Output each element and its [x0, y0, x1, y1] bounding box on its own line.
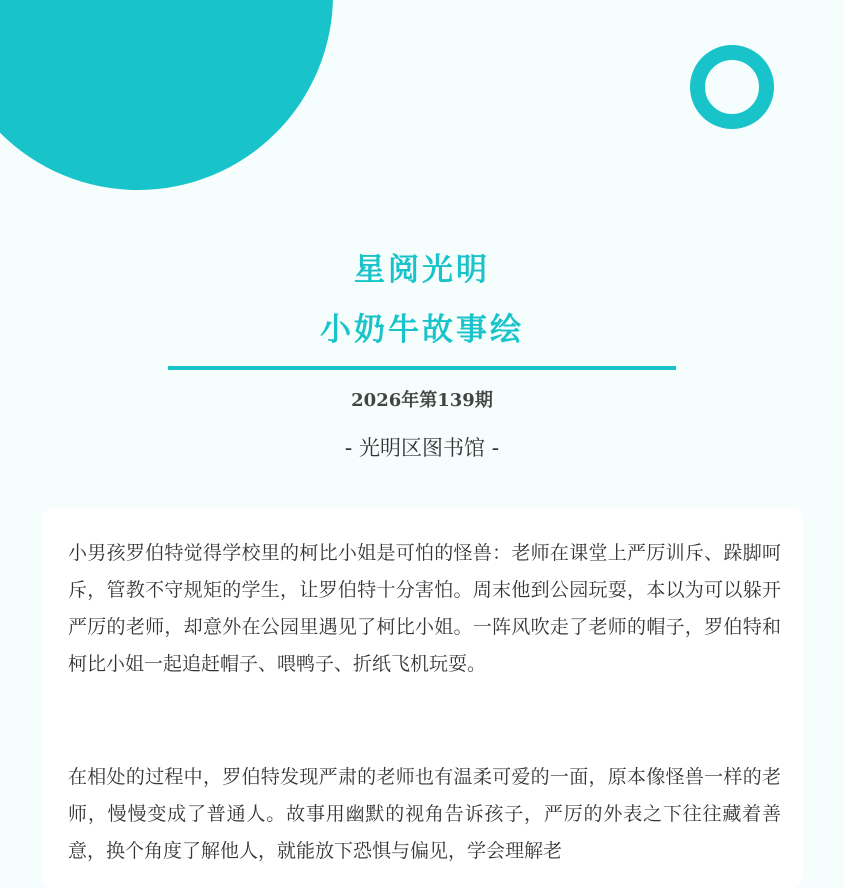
- content-paragraph: 小男孩罗伯特觉得学校里的柯比小姐是可怕的怪兽：老师在课堂上严厉训斥、跺脚呵斥，管教不守规矩的学生，让罗伯特十分害怕。周末他到公园玩耍，本以为可以躲开严厉的老师，却意外在公园里遇见了柯比小姐。一阵风吹走了老师的帽子，罗伯特和柯比小姐一起追赶帽子、喂鸭子、折纸飞机玩耍。: [68, 542, 781, 675]
- title-line-1: 星阅光明: [354, 252, 490, 288]
- decorative-circle: [0, 0, 333, 190]
- issue-number: 2026年第139期: [351, 390, 493, 411]
- content-paragraph: 在相处的过程中，罗伯特发现严肃的老师也有温柔可爱的一面，原本像怪兽一样的老师，慢慢变成了普通人。故事用幽默的视角告诉孩子，严厉的外表之下往往藏着善意，换个角度了解他人，就能放下恐惧与偏见，学会理解老: [68, 766, 781, 862]
- library-name: - 光明区图书馆 -: [344, 436, 500, 460]
- decorative-ring: [690, 45, 774, 129]
- title-underline: [168, 366, 676, 370]
- content-card: [41, 508, 803, 888]
- title-line-2: 小奶牛故事绘: [320, 312, 524, 348]
